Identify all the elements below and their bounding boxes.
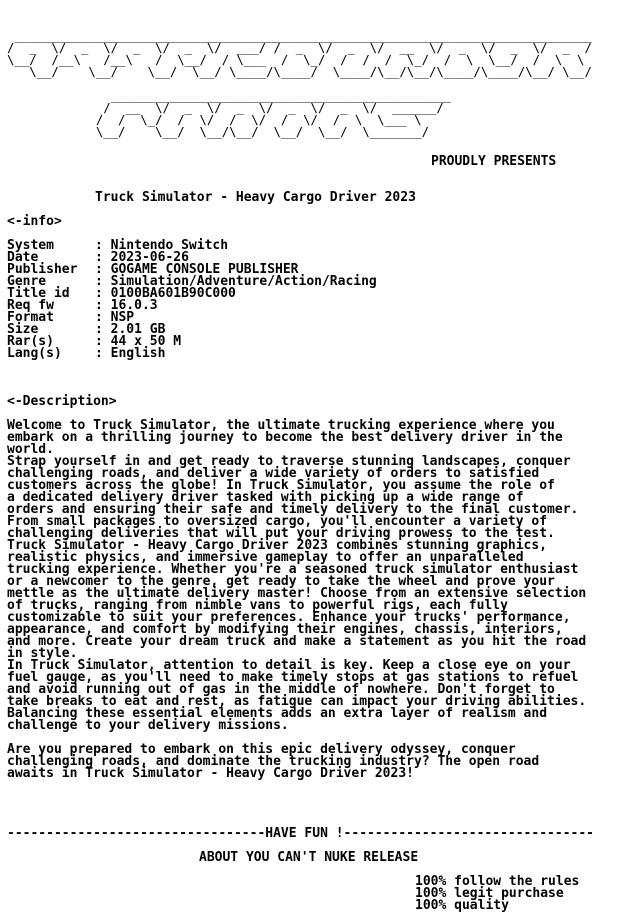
info-key: System [7, 238, 54, 253]
info-separator: : [95, 310, 111, 325]
info-value: English [110, 346, 166, 361]
description-line: challenging roads, and dominate the trucking industry? The open road [7, 754, 540, 769]
description-line: challenging roads, and deliver a wide variety of orders to satisfied [7, 466, 540, 481]
info-table [7, 240, 377, 360]
info-value: Nintendo Switch [110, 238, 229, 253]
ascii-logo: ______________________________________________________________________________ / _ \/ _ \/ _ \/ _ \/ ___/ / _ \/ _ \/ __ \/ _ \/ _ \/ _ / \__/ /__\ /__\ / \__/ / \___ / \_/ / / / \_/ / \ \__/ / \ \ \__/ \__/ \__/ \__/ \____/\____/ \____/\__/\__/\____/\____/\__/ \__/ ______________________________________________ / __ \/ _ \/ _ \/ _ \/ _ \/ ______/ / / \_/ / \/ / \/ / \/ / \ \___ \ \__/ \__/ \__/\__/ \__/ \__/ \_______/ [7, 29, 592, 139]
info-row [7, 300, 377, 312]
release-title: Truck Simulator - Heavy Cargo Driver 2023 [95, 190, 416, 205]
info-row [7, 336, 377, 348]
description-body [7, 420, 586, 780]
info-value: NSP [110, 310, 135, 325]
info-key: Title id [7, 286, 70, 301]
info-value: 2023-06-26 [110, 250, 189, 265]
description-line: Truck Simulator - Heavy Cargo Driver 2023 combines stunning graphics, [7, 538, 548, 553]
description-line: Are you prepared to embark on this epic delivery odyssey, conquer [7, 742, 516, 757]
description-line: appearance, and comfort by modifying their engines, chassis, interiors, [7, 622, 563, 637]
info-separator: : [95, 250, 111, 265]
info-value: Simulation/Adventure/Action/Racing [110, 274, 377, 289]
description-line: From small packages to oversized cargo, you'll encounter a variety of [7, 514, 548, 529]
description-line: realistic physics, and immersive gameplay to offer an unparalleled [7, 550, 524, 565]
info-value: 2.01 GB [110, 322, 166, 337]
info-key: Genre [7, 274, 47, 289]
description-line: Welcome to Truck Simulator, the ultimate trucking experience where you [7, 418, 555, 433]
description-line: Strap yourself in and get ready to traverse stunning landscapes, conquer [7, 454, 571, 469]
info-separator: : [95, 238, 111, 253]
description-line: a dedicated delivery driver tasked with picking up a wide range of [7, 490, 524, 505]
info-key: Date [7, 250, 39, 265]
rule-item: 100% follow the rules [415, 874, 580, 889]
info-separator: : [95, 346, 111, 361]
proudly-presents: PROUDLY PRESENTS [431, 154, 557, 169]
description-heading: <-Description> [7, 394, 117, 409]
info-key: Format [7, 310, 54, 325]
description-line: embark on a thrilling journey to become the best delivery driver in the [7, 430, 563, 445]
description-line: take breaks to eat and rest, as fatigue can impact your driving abilities. [7, 694, 587, 709]
description-line: customers across the globe! In Truck Simulator, you assume the role of [7, 478, 555, 493]
description-line: or a newcomer to the genre, get ready to take the wheel and prove your [7, 574, 555, 589]
info-row [7, 240, 377, 252]
rules-list [415, 876, 579, 912]
description-line: challenging deliveries that will put your driving prowess to the test. [7, 526, 555, 541]
info-row [7, 288, 377, 300]
info-key: Publisher [7, 262, 78, 277]
description-line: challenge to your delivery missions. [7, 718, 289, 733]
info-value: 16.0.3 [110, 298, 158, 313]
info-value: GOGAME CONSOLE PUBLISHER [110, 262, 299, 277]
rule-item: 100% quality [415, 898, 509, 913]
description-line: orders and ensuring their safe and timely delivery to the final customer. [7, 502, 579, 517]
info-separator: : [95, 298, 111, 313]
description-line: mettle as the ultimate delivery master! Choose from an extensive selection [7, 586, 587, 601]
description-line: awaits in Truck Simulator - Heavy Cargo Driver 2023! [7, 766, 414, 781]
info-row [7, 324, 377, 336]
info-separator: : [95, 334, 111, 349]
description-line: and avoid running out of gas in the middle of nowhere. Don't forget to [7, 682, 555, 697]
info-key: Req fw [7, 298, 54, 313]
info-key: Lang(s) [7, 346, 62, 361]
description-line: world. [7, 442, 54, 457]
info-key: Rar(s) [7, 334, 54, 349]
description-line: fuel gauge, as you'll need to make timely stops at gas stations to refuel [7, 670, 579, 685]
info-separator: : [95, 262, 111, 277]
description-line: of trucks, ranging from nimble vans to powerful rigs, each fully [7, 598, 508, 613]
info-row [7, 348, 377, 360]
rule-item: 100% legit purchase [415, 886, 564, 901]
have-fun-divider: ---------------------------------HAVE FUN !-------------------------------- [7, 826, 594, 841]
description-line: trucking experience. Whether you're a seasoned truck simulator enthusiast [7, 562, 579, 577]
info-separator: : [95, 286, 111, 301]
info-row [7, 312, 377, 324]
description-line: in style. [7, 646, 78, 661]
description-line: customizable to suit your preferences. Enhance your trucks' performance, [7, 610, 571, 625]
info-key: Size [7, 322, 39, 337]
info-separator: : [95, 274, 111, 289]
info-value: 44 x 50 M [110, 334, 182, 349]
info-heading: <-info> [7, 214, 62, 229]
description-line: In Truck Simulator, attention to detail is key. Keep a close eye on your [7, 658, 571, 673]
description-line: Balancing these essential elements adds an extra layer of realism and [7, 706, 548, 721]
description-line: and more. Create your dream truck and make a statement as you hit the road [7, 634, 587, 649]
about-heading: ABOUT YOU CAN'T NUKE RELEASE [199, 850, 419, 865]
info-separator: : [95, 322, 111, 337]
info-value: 0100BA601B90C000 [110, 286, 236, 301]
